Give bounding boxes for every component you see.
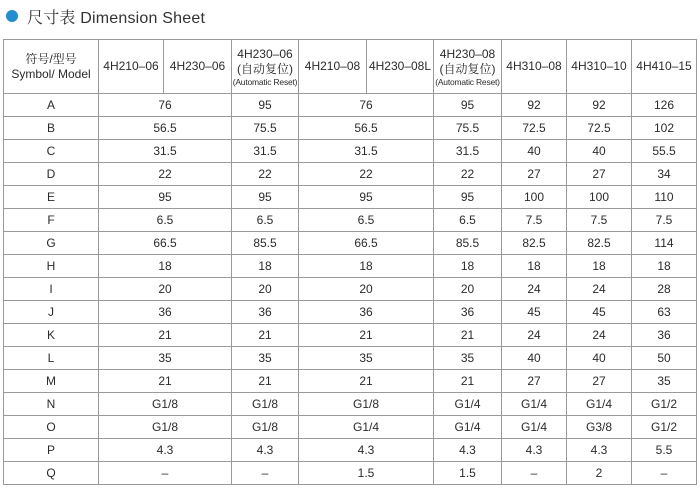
header-model-label: 4H410–15 <box>636 59 692 73</box>
row-symbol: L <box>4 347 99 370</box>
dimension-value: 24 <box>567 278 632 301</box>
dimension-value: 55.5 <box>632 140 697 163</box>
header-model-label: 4H210–08 <box>304 59 361 73</box>
dimension-value: G1/4 <box>502 416 567 439</box>
dimension-value: 18 <box>434 255 502 278</box>
dimension-value: 4.3 <box>567 439 632 462</box>
dimension-value: 72.5 <box>502 117 567 140</box>
table-row <box>4 232 697 255</box>
header-model <box>164 40 232 94</box>
dimension-value: 31.5 <box>232 140 299 163</box>
dimension-value: 45 <box>502 301 567 324</box>
dimension-value: 95 <box>434 94 502 117</box>
dimension-value: 21 <box>232 324 299 347</box>
row-symbol: K <box>4 324 99 347</box>
table-row <box>4 462 697 485</box>
dimension-value: 6.5 <box>99 209 232 232</box>
dimension-value: – <box>232 462 299 485</box>
dimension-value: 24 <box>567 324 632 347</box>
dimension-value: 20 <box>99 278 232 301</box>
header-model <box>632 40 697 94</box>
dimension-value: 24 <box>502 278 567 301</box>
dimension-value: 82.5 <box>502 232 567 255</box>
row-symbol: G <box>4 232 99 255</box>
dimension-value: G1/8 <box>99 416 232 439</box>
dimension-value: 22 <box>299 163 434 186</box>
dimension-value: 114 <box>632 232 697 255</box>
dimension-value: G1/2 <box>632 416 697 439</box>
header-model-label: 4H310–10 <box>571 59 627 73</box>
dimension-value: 35 <box>99 347 232 370</box>
dimension-value: 36 <box>434 301 502 324</box>
dimension-value: 20 <box>232 278 299 301</box>
row-symbol: D <box>4 163 99 186</box>
dimension-value: 21 <box>99 324 232 347</box>
header-model-label: 4H230–08L <box>368 59 432 73</box>
table-row <box>4 255 697 278</box>
dimension-value: G1/8 <box>99 393 232 416</box>
dimension-value: – <box>99 462 232 485</box>
dimension-value: G3/8 <box>567 416 632 439</box>
bullet-dot-icon <box>6 10 18 22</box>
dimension-value: 95 <box>232 186 299 209</box>
dimension-value: 18 <box>502 255 567 278</box>
dimension-value: 92 <box>502 94 567 117</box>
table-row <box>4 140 697 163</box>
dimension-value: 6.5 <box>232 209 299 232</box>
dimension-value: 22 <box>434 163 502 186</box>
dimension-value: 45 <box>567 301 632 324</box>
dimension-value: 2 <box>567 462 632 485</box>
dimension-value: 36 <box>632 324 697 347</box>
dimension-value: 6.5 <box>434 209 502 232</box>
dimension-table <box>3 39 697 485</box>
table-row <box>4 301 697 324</box>
row-symbol: F <box>4 209 99 232</box>
dimension-value: 95 <box>232 94 299 117</box>
dimension-value: 18 <box>232 255 299 278</box>
dimension-value: G1/4 <box>299 416 434 439</box>
dimension-value: 35 <box>632 370 697 393</box>
dimension-value: 21 <box>434 324 502 347</box>
header-model <box>502 40 567 94</box>
header-symbol-en: Symbol/ Model <box>11 66 91 81</box>
table-row <box>4 324 697 347</box>
header-model-note-cn: (自动复位) <box>237 61 293 76</box>
dimension-value: 56.5 <box>99 117 232 140</box>
dimension-value: 21 <box>299 324 434 347</box>
header-model <box>367 40 434 94</box>
table-row <box>4 278 697 301</box>
dimension-value: 76 <box>299 94 434 117</box>
dimension-value: 85.5 <box>232 232 299 255</box>
dimension-value: 7.5 <box>567 209 632 232</box>
table-row <box>4 370 697 393</box>
dimension-value: G1/8 <box>299 393 434 416</box>
dimension-value: 95 <box>299 186 434 209</box>
dimension-value: 18 <box>567 255 632 278</box>
header-model <box>299 40 367 94</box>
dimension-value: 22 <box>99 163 232 186</box>
dimension-value: 95 <box>434 186 502 209</box>
dimension-value: 100 <box>502 186 567 209</box>
row-symbol: J <box>4 301 99 324</box>
dimension-value: 110 <box>632 186 697 209</box>
dimension-value: 100 <box>567 186 632 209</box>
dimension-value: 18 <box>632 255 697 278</box>
dimension-value: 40 <box>567 140 632 163</box>
dimension-value: 20 <box>434 278 502 301</box>
dimension-value: 31.5 <box>434 140 502 163</box>
dimension-value: G1/4 <box>434 393 502 416</box>
dimension-value: 4.3 <box>434 439 502 462</box>
dimension-value: G1/4 <box>502 393 567 416</box>
dimension-value: 7.5 <box>632 209 697 232</box>
dimension-value: 75.5 <box>434 117 502 140</box>
dimension-value: – <box>632 462 697 485</box>
dimension-value: 18 <box>99 255 232 278</box>
table-row <box>4 439 697 462</box>
table-row <box>4 163 697 186</box>
row-symbol: E <box>4 186 99 209</box>
dimension-value: 66.5 <box>299 232 434 255</box>
row-symbol: N <box>4 393 99 416</box>
row-symbol: B <box>4 117 99 140</box>
dimension-value: 102 <box>632 117 697 140</box>
dimension-value: 35 <box>232 347 299 370</box>
dimension-value: 35 <box>299 347 434 370</box>
dimension-value: 66.5 <box>99 232 232 255</box>
header-model-label: 4H230–08 <box>439 46 496 61</box>
row-symbol: P <box>4 439 99 462</box>
dimension-value: 85.5 <box>434 232 502 255</box>
dimension-value: 92 <box>567 94 632 117</box>
dimension-value: 20 <box>299 278 434 301</box>
dimension-value: G1/4 <box>567 393 632 416</box>
dimension-value: – <box>502 462 567 485</box>
header-model-note-en: (Automatic Reset) <box>232 76 298 87</box>
table-row <box>4 393 697 416</box>
row-symbol: I <box>4 278 99 301</box>
dimension-value: 63 <box>632 301 697 324</box>
dimension-value: 31.5 <box>99 140 232 163</box>
dimension-value: 18 <box>299 255 434 278</box>
dimension-value: 27 <box>502 370 567 393</box>
dimension-value: 4.3 <box>299 439 434 462</box>
dimension-value: 75.5 <box>232 117 299 140</box>
header-model-label: 4H230–06 <box>237 46 293 61</box>
dimension-value: G1/8 <box>232 393 299 416</box>
dimension-value: 76 <box>99 94 232 117</box>
dimension-value: 22 <box>232 163 299 186</box>
dimension-value: G1/4 <box>434 416 502 439</box>
table-row <box>4 347 697 370</box>
title-bar <box>6 5 205 27</box>
header-model <box>434 40 502 94</box>
row-symbol: A <box>4 94 99 117</box>
header-model-label: 4H310–08 <box>506 59 562 73</box>
header-model <box>567 40 632 94</box>
dimension-value: 28 <box>632 278 697 301</box>
dimension-value: 24 <box>502 324 567 347</box>
dimension-value: 82.5 <box>567 232 632 255</box>
table-row <box>4 186 697 209</box>
dimension-value: G1/2 <box>632 393 697 416</box>
row-symbol: H <box>4 255 99 278</box>
header-model-note-cn: (自动复位) <box>439 61 496 76</box>
dimension-value: 36 <box>232 301 299 324</box>
table-row <box>4 209 697 232</box>
header-symbol-model <box>4 40 99 94</box>
header-row <box>4 40 697 94</box>
dimension-value: 31.5 <box>299 140 434 163</box>
row-symbol: Q <box>4 462 99 485</box>
dimension-value: 4.3 <box>232 439 299 462</box>
dimension-value: 40 <box>502 347 567 370</box>
dimension-value: 72.5 <box>567 117 632 140</box>
dimension-value: 7.5 <box>502 209 567 232</box>
dimension-value: 126 <box>632 94 697 117</box>
header-model-note-en: (Automatic Reset) <box>435 76 500 87</box>
dimension-value: 4.3 <box>99 439 232 462</box>
table-row <box>4 117 697 140</box>
dimension-value: 56.5 <box>299 117 434 140</box>
row-symbol: O <box>4 416 99 439</box>
table-row <box>4 416 697 439</box>
dimension-value: 27 <box>502 163 567 186</box>
dimension-value: 5.5 <box>632 439 697 462</box>
table-row <box>4 94 697 117</box>
header-model-label: 4H210–06 <box>103 59 159 73</box>
dimension-value: 35 <box>434 347 502 370</box>
dimension-value: 27 <box>567 370 632 393</box>
table-body <box>4 94 697 485</box>
dimension-value: 4.3 <box>502 439 567 462</box>
row-symbol: C <box>4 140 99 163</box>
dimension-value: 21 <box>99 370 232 393</box>
dimension-value: 21 <box>434 370 502 393</box>
dimension-value: 36 <box>99 301 232 324</box>
page-title: 尺寸表 Dimension Sheet <box>27 9 206 27</box>
row-symbol: M <box>4 370 99 393</box>
dimension-value: 95 <box>99 186 232 209</box>
dimension-value: 34 <box>632 163 697 186</box>
dimension-value: 1.5 <box>434 462 502 485</box>
dimension-value: G1/8 <box>232 416 299 439</box>
dimension-value: 40 <box>567 347 632 370</box>
header-symbol-cn: 符号/型号 <box>25 51 77 66</box>
dimension-value: 40 <box>502 140 567 163</box>
dimension-value: 6.5 <box>299 209 434 232</box>
dimension-value: 1.5 <box>299 462 434 485</box>
dimension-value: 36 <box>299 301 434 324</box>
dimension-value: 27 <box>567 163 632 186</box>
header-model <box>232 40 299 94</box>
header-model-label: 4H230–06 <box>169 59 226 73</box>
dimension-value: 21 <box>299 370 434 393</box>
header-model <box>99 40 164 94</box>
dimension-value: 21 <box>232 370 299 393</box>
dimension-value: 50 <box>632 347 697 370</box>
